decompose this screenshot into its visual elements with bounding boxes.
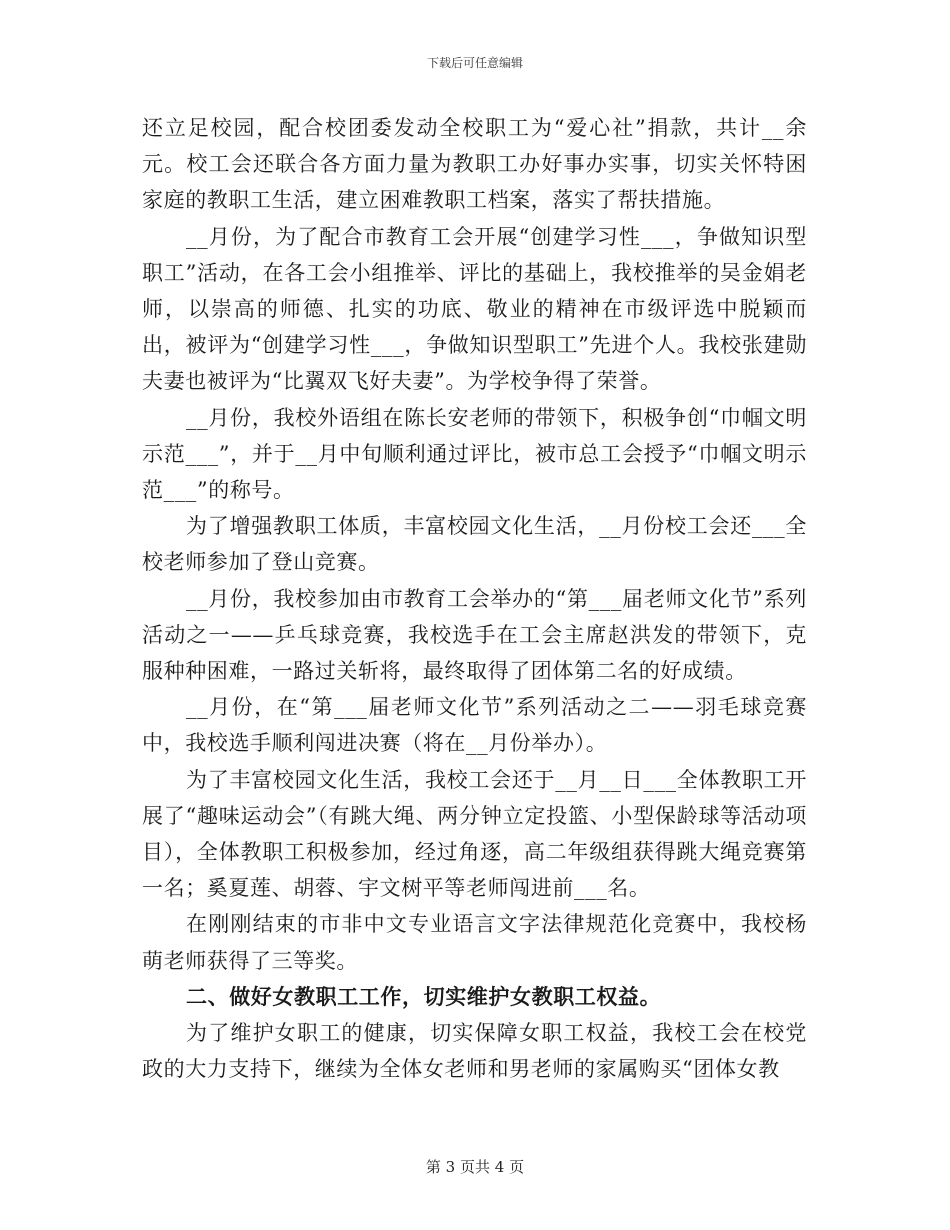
paragraph-learning-model-award: __月份，为了配合市教育工会开展“创建学习性___，争做知识型职工”活动，在各工会小组推举、评比的基础上，我校推举的吴金娟老师，以崇高的师德、扎实的功底、敬业的精神在市级评选中脱颖而出，被评为“创建学习性___，争做知识型职工”先进个人。我校张建勋夫妻也被评为“比翼双飞好夫妻”。为学校争得了荣誉。 bbox=[142, 224, 807, 394]
paragraph-table-tennis: __月份，我校参加由市教育工会举办的“第___届老师文化节”系列活动之一——乒乓球竞赛，我校选手在工会主席赵洪发的带领下，克服种种困难，一路过关斩将，最终取得了团体第二名的好成绩。 bbox=[142, 586, 807, 684]
paragraph-mountain-climbing: 为了增强教职工体质，丰富校园文化生活，__月份校工会还___全校老师参加了登山竞赛。 bbox=[142, 514, 807, 575]
document-body bbox=[142, 110, 807, 1087]
paragraph-language-contest: 在刚刚结束的市非中文专业语言文字法律规范化竞赛中，我校杨萌老师获得了三等奖。 bbox=[142, 912, 807, 973]
section-heading-womens-rights: 二、做好女教职工工作，切实维护女教职工权益。 bbox=[186, 983, 662, 1009]
page-header: 下载后可任意编辑 bbox=[426, 56, 523, 70]
paragraph-womens-model-award: __月份，我校外语组在陈长安老师的带领下，积极争创“巾帼文明示范___”，并于__月中旬顺利通过评比，被市总工会授予“巾帼文明示范___”的称号。 bbox=[142, 405, 807, 503]
paragraph-fun-sports-meet: 为了丰富校园文化生活，我校工会还于__月__日___全体教职工开展了“趣味运动会”（有跳大绳、两分钟立定投篮、小型保龄球等活动项目），全体教职工积极参加，经过角逐，高二年级组获得跳大绳竞赛第一名；奚夏莲、胡蓉、宇文树平等老师闯进前___名。 bbox=[142, 767, 807, 901]
paragraph-donation-continued: 还立足校园，配合校团委发动全校职工为“爱心社”捐款，共计__余元。校工会还联合各方面力量为教职工办好事办实事，切实关怀特困家庭的教职工生活，建立困难教职工档案，落实了帮扶措施。 bbox=[142, 116, 807, 213]
page-number: 第 3 页共 4 页 bbox=[425, 1158, 525, 1176]
paragraph-badminton: __月份，在“第___届老师文化节”系列活动之二——羽毛球竞赛中，我校选手顺利闯进决赛（将在__月份举办）。 bbox=[142, 695, 807, 756]
paragraph-womens-health: 为了维护女职工的健康，切实保障女职工权益，我校工会在校党政的大力支持下，继续为全体女老师和男老师的家属购买“团体女教 bbox=[142, 1021, 807, 1082]
